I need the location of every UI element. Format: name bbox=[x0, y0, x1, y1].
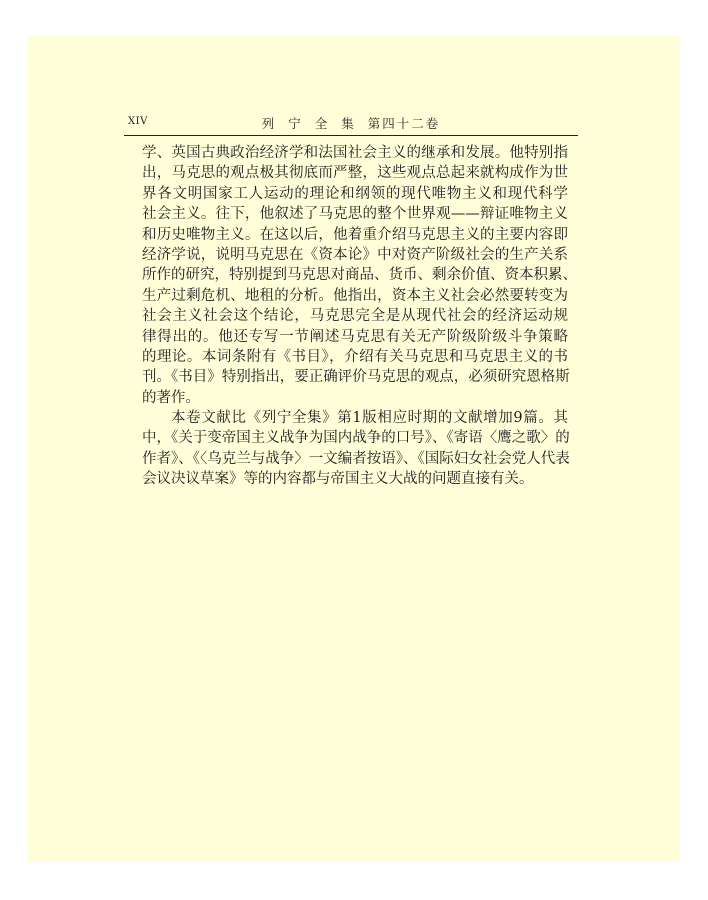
text-line: 本卷文献比《列宁全集》第1版相应时期的文献增加9篇。其 bbox=[171, 410, 568, 427]
paragraph-1 bbox=[142, 143, 577, 408]
text-line: 社会主义。往下，他叙述了马克思的整个世界观——辩证唯物主义 bbox=[142, 206, 568, 223]
text-line: 生产过剩危机、地租的分析。他指出，资本主义社会必然要转变为 bbox=[142, 287, 568, 304]
text-line: 的著作。 bbox=[142, 389, 200, 406]
page-number: XIV bbox=[128, 116, 148, 127]
text-line: 社会主义社会这个结论，马克思完全是从现代社会的经济运动规 bbox=[142, 308, 568, 325]
running-head bbox=[124, 113, 578, 136]
text-line: 中，《关于变帝国主义战争为国内战争的口号》、《寄语〈鹰之歌〉的 bbox=[142, 430, 570, 447]
text-line: 作者》、《〈乌克兰与战争〉一文编者按语》、《国际妇女社会党人代表 bbox=[142, 450, 570, 467]
text-line: 律得出的。他还专写一节阐述马克思有关无产阶级阶级斗争策略 bbox=[142, 328, 568, 345]
text-line: 和历史唯物主义。在这以后，他着重介绍马克思主义的主要内容即 bbox=[142, 226, 568, 243]
text-line: 出，马克思的观点极其彻底而严整，这些观点总起来就构成作为世 bbox=[142, 165, 568, 182]
text-line: 经济学说，说明马克思在《资本论》中对资产阶级社会的生产关系 bbox=[142, 246, 568, 263]
text-line: 学、英国古典政治经济学和法国社会主义的继承和发展。他特别指 bbox=[142, 145, 568, 161]
text-line: 界各文明国家工人运动的理论和纲领的现代唯物主义和现代科学 bbox=[142, 185, 568, 202]
text-line: 会议决议草案》等的内容都与帝国主义大战的问题直接有关。 bbox=[142, 471, 534, 488]
text-line: 刊。《书目》特别指出，要正确评价马克思的观点，必须研究恩格斯 bbox=[142, 369, 570, 386]
body-text bbox=[142, 143, 577, 490]
running-title: 列 宁 全 集 第四十二卷 bbox=[261, 116, 441, 131]
paragraph-2 bbox=[142, 408, 568, 490]
text-line: 所作的研究，特别提到马克思对商品、货币、剩余价值、资本积累、 bbox=[142, 267, 577, 284]
text-line: 的理论。本词条附有《书目》，介绍有关马克思和马克思主义的书 bbox=[142, 348, 568, 365]
